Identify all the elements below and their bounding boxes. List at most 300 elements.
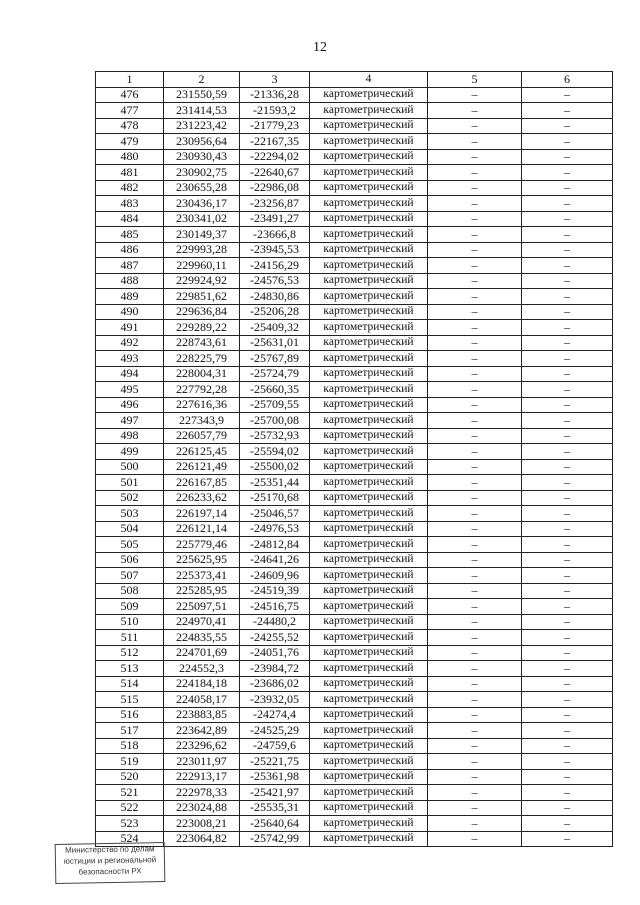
- table-cell: 511: [96, 630, 164, 646]
- table-cell: 491: [96, 320, 164, 336]
- table-cell: -24830,86: [240, 289, 310, 305]
- table-cell: –: [522, 816, 613, 832]
- table-cell: –: [428, 428, 522, 444]
- table-row: [96, 692, 613, 708]
- table-cell: 485: [96, 227, 164, 243]
- table-row: [96, 118, 613, 134]
- table-cell: –: [428, 537, 522, 553]
- stamp-line: безопасности РХ: [78, 866, 142, 877]
- table-cell: –: [522, 630, 613, 646]
- table-row: [96, 537, 613, 553]
- table-cell: –: [522, 118, 613, 134]
- table-row: [96, 304, 613, 320]
- table-cell: –: [522, 258, 613, 274]
- table-cell: -24525,29: [240, 723, 310, 739]
- table-cell: –: [428, 118, 522, 134]
- table-cell: –: [522, 227, 613, 243]
- table-cell: 504: [96, 521, 164, 537]
- table-cell: -25709,55: [240, 397, 310, 413]
- table-cell: –: [522, 769, 613, 785]
- coordinates-table: [95, 71, 613, 847]
- table-cell: картометрический: [310, 459, 428, 475]
- table-row: [96, 242, 613, 258]
- table-cell: картометрический: [310, 366, 428, 382]
- table-cell: 223064,82: [164, 831, 240, 847]
- table-cell: картометрический: [310, 258, 428, 274]
- table-row: [96, 366, 613, 382]
- table-cell: 513: [96, 661, 164, 677]
- table-row: [96, 599, 613, 615]
- table-row: [96, 831, 613, 847]
- table-cell: –: [522, 428, 613, 444]
- table-cell: 224058,17: [164, 692, 240, 708]
- table-cell: –: [522, 831, 613, 847]
- table-cell: –: [428, 490, 522, 506]
- table-cell: 507: [96, 568, 164, 584]
- table-cell: -25221,75: [240, 754, 310, 770]
- table-cell: -25351,44: [240, 475, 310, 491]
- table-cell: 225779,46: [164, 537, 240, 553]
- column-header: 6: [522, 72, 613, 88]
- table-cell: 523: [96, 816, 164, 832]
- table-cell: –: [428, 413, 522, 429]
- table-cell: 229960,11: [164, 258, 240, 274]
- table-cell: картометрический: [310, 273, 428, 289]
- table-cell: –: [522, 196, 613, 212]
- table-cell: -23984,72: [240, 661, 310, 677]
- table-cell: 496: [96, 397, 164, 413]
- table-cell: –: [522, 707, 613, 723]
- table-cell: –: [428, 134, 522, 150]
- table-cell: –: [522, 180, 613, 196]
- table-header-row: [96, 72, 613, 88]
- table-cell: –: [428, 661, 522, 677]
- table-cell: -22640,67: [240, 165, 310, 181]
- table-row: [96, 180, 613, 196]
- table-cell: 223883,85: [164, 707, 240, 723]
- table-cell: -25535,31: [240, 800, 310, 816]
- table-cell: картометрический: [310, 490, 428, 506]
- table-cell: –: [522, 459, 613, 475]
- table-cell: 483: [96, 196, 164, 212]
- table-cell: –: [522, 351, 613, 367]
- table-row: [96, 676, 613, 692]
- table-cell: картометрический: [310, 180, 428, 196]
- table-row: [96, 258, 613, 274]
- table-cell: 479: [96, 134, 164, 150]
- table-cell: –: [522, 521, 613, 537]
- table-cell: 226057,79: [164, 428, 240, 444]
- table-cell: -25046,57: [240, 506, 310, 522]
- table-cell: –: [428, 196, 522, 212]
- table-cell: 478: [96, 118, 164, 134]
- table-cell: картометрический: [310, 118, 428, 134]
- table-cell: -24641,26: [240, 552, 310, 568]
- table-row: [96, 738, 613, 754]
- table-cell: 223642,89: [164, 723, 240, 739]
- table-cell: картометрический: [310, 289, 428, 305]
- table-cell: -24274,4: [240, 707, 310, 723]
- table-cell: –: [522, 738, 613, 754]
- table-row: [96, 568, 613, 584]
- table-cell: –: [522, 382, 613, 398]
- table-row: [96, 506, 613, 522]
- table-cell: –: [522, 444, 613, 460]
- table-cell: 230930,43: [164, 149, 240, 165]
- table-cell: –: [428, 397, 522, 413]
- table-cell: картометрический: [310, 413, 428, 429]
- table-cell: 224184,18: [164, 676, 240, 692]
- table-cell: –: [428, 552, 522, 568]
- table-cell: 225373,41: [164, 568, 240, 584]
- table-cell: –: [428, 707, 522, 723]
- table-cell: –: [522, 320, 613, 336]
- table-row: [96, 490, 613, 506]
- table-cell: –: [428, 273, 522, 289]
- stamp-line: юстиции и региональной: [63, 855, 157, 866]
- table-cell: -23666,8: [240, 227, 310, 243]
- table-cell: 230956,64: [164, 134, 240, 150]
- table-cell: 223296,62: [164, 738, 240, 754]
- table-cell: картометрический: [310, 552, 428, 568]
- table-cell: 512: [96, 645, 164, 661]
- table-cell: картометрический: [310, 320, 428, 336]
- ministry-stamp: [55, 842, 166, 884]
- table-row: [96, 645, 613, 661]
- column-header: 2: [164, 72, 240, 88]
- column-header: 3: [240, 72, 310, 88]
- table-cell: –: [428, 599, 522, 615]
- table-cell: картометрический: [310, 149, 428, 165]
- table-row: [96, 149, 613, 165]
- table-cell: картометрический: [310, 196, 428, 212]
- table-cell: –: [428, 289, 522, 305]
- table-cell: картометрический: [310, 242, 428, 258]
- table-cell: -22167,35: [240, 134, 310, 150]
- table-cell: 223011,97: [164, 754, 240, 770]
- table-row: [96, 707, 613, 723]
- table-cell: –: [522, 289, 613, 305]
- table-cell: 230341,02: [164, 211, 240, 227]
- table-cell: –: [428, 211, 522, 227]
- table-cell: -24519,39: [240, 583, 310, 599]
- table-cell: –: [522, 335, 613, 351]
- table-cell: –: [428, 304, 522, 320]
- table-cell: -21779,23: [240, 118, 310, 134]
- table-cell: –: [428, 676, 522, 692]
- table-cell: 231223,42: [164, 118, 240, 134]
- table-cell: -25421,97: [240, 785, 310, 801]
- table-cell: 226121,14: [164, 521, 240, 537]
- table-cell: 226233,62: [164, 490, 240, 506]
- column-header: 4: [310, 72, 428, 88]
- table-cell: –: [522, 87, 613, 103]
- table-row: [96, 397, 613, 413]
- table-cell: –: [522, 723, 613, 739]
- table-cell: –: [428, 459, 522, 475]
- table-cell: 222978,33: [164, 785, 240, 801]
- table-body: [96, 87, 613, 847]
- table-cell: 510: [96, 614, 164, 630]
- table-cell: 492: [96, 335, 164, 351]
- table-cell: –: [428, 87, 522, 103]
- column-header: 1: [96, 72, 164, 88]
- table-cell: -23256,87: [240, 196, 310, 212]
- table-cell: –: [522, 273, 613, 289]
- table-cell: 521: [96, 785, 164, 801]
- table-cell: -25206,28: [240, 304, 310, 320]
- table-cell: –: [428, 258, 522, 274]
- table-cell: –: [522, 366, 613, 382]
- table-cell: 493: [96, 351, 164, 367]
- table-cell: 500: [96, 459, 164, 475]
- table-row: [96, 723, 613, 739]
- table-cell: 223024,88: [164, 800, 240, 816]
- table-cell: –: [522, 599, 613, 615]
- table-cell: -25409,32: [240, 320, 310, 336]
- table-cell: 228004,31: [164, 366, 240, 382]
- table-cell: –: [522, 490, 613, 506]
- table-cell: 502: [96, 490, 164, 506]
- table-cell: 497: [96, 413, 164, 429]
- table-row: [96, 382, 613, 398]
- table-cell: –: [428, 351, 522, 367]
- table-cell: 480: [96, 149, 164, 165]
- table-cell: картометрический: [310, 785, 428, 801]
- table-cell: 226125,45: [164, 444, 240, 460]
- table-cell: 482: [96, 180, 164, 196]
- table-cell: –: [522, 397, 613, 413]
- table-cell: 484: [96, 211, 164, 227]
- table-cell: 231550,59: [164, 87, 240, 103]
- table-cell: картометрический: [310, 351, 428, 367]
- table-row: [96, 614, 613, 630]
- table-cell: 509: [96, 599, 164, 615]
- table-row: [96, 552, 613, 568]
- table-row: [96, 769, 613, 785]
- table-row: [96, 227, 613, 243]
- table-cell: –: [522, 537, 613, 553]
- table-cell: картометрический: [310, 537, 428, 553]
- table-cell: -25742,99: [240, 831, 310, 847]
- table-cell: картометрический: [310, 816, 428, 832]
- table-cell: картометрический: [310, 692, 428, 708]
- table-cell: –: [522, 134, 613, 150]
- table-cell: -24480,2: [240, 614, 310, 630]
- table-cell: –: [428, 785, 522, 801]
- table-cell: 225097,51: [164, 599, 240, 615]
- column-header: 5: [428, 72, 522, 88]
- table-row: [96, 459, 613, 475]
- table-cell: –: [428, 335, 522, 351]
- table-cell: картометрический: [310, 831, 428, 847]
- table-cell: 226121,49: [164, 459, 240, 475]
- table-row: [96, 583, 613, 599]
- table-cell: 499: [96, 444, 164, 460]
- table-cell: 226197,14: [164, 506, 240, 522]
- table-cell: -25361,98: [240, 769, 310, 785]
- table-cell: 229993,28: [164, 242, 240, 258]
- table-cell: 481: [96, 165, 164, 181]
- table-cell: –: [522, 552, 613, 568]
- table-cell: –: [428, 645, 522, 661]
- table-cell: 224970,41: [164, 614, 240, 630]
- table-cell: –: [522, 568, 613, 584]
- table-cell: –: [428, 149, 522, 165]
- table-cell: -25732,93: [240, 428, 310, 444]
- table-cell: –: [428, 103, 522, 119]
- table-cell: 228743,61: [164, 335, 240, 351]
- table-cell: –: [428, 568, 522, 584]
- table-cell: картометрический: [310, 661, 428, 677]
- table-cell: 224552,3: [164, 661, 240, 677]
- table-cell: -21336,28: [240, 87, 310, 103]
- table-cell: –: [428, 227, 522, 243]
- table-cell: –: [428, 475, 522, 491]
- table-cell: картометрический: [310, 382, 428, 398]
- table-cell: картометрический: [310, 800, 428, 816]
- table-cell: –: [522, 800, 613, 816]
- table-cell: -23932,05: [240, 692, 310, 708]
- table-cell: картометрический: [310, 676, 428, 692]
- table-cell: картометрический: [310, 87, 428, 103]
- table-row: [96, 289, 613, 305]
- table-cell: -23945,53: [240, 242, 310, 258]
- table-cell: -24516,75: [240, 599, 310, 615]
- table-cell: картометрический: [310, 769, 428, 785]
- table-cell: 225625,95: [164, 552, 240, 568]
- table-cell: -23686,02: [240, 676, 310, 692]
- table-cell: –: [428, 754, 522, 770]
- table-cell: –: [522, 754, 613, 770]
- table-cell: картометрический: [310, 521, 428, 537]
- table-cell: 490: [96, 304, 164, 320]
- table-cell: –: [522, 676, 613, 692]
- table-cell: 524: [96, 831, 164, 847]
- table-cell: картометрический: [310, 599, 428, 615]
- table-row: [96, 320, 613, 336]
- table-cell: -25700,08: [240, 413, 310, 429]
- table-cell: 518: [96, 738, 164, 754]
- table-cell: -21593,2: [240, 103, 310, 119]
- table-cell: 224835,55: [164, 630, 240, 646]
- table-cell: 228225,79: [164, 351, 240, 367]
- table-cell: –: [428, 738, 522, 754]
- table-cell: картометрический: [310, 506, 428, 522]
- table-cell: 517: [96, 723, 164, 739]
- table-row: [96, 196, 613, 212]
- table-cell: 506: [96, 552, 164, 568]
- table-cell: -25170,68: [240, 490, 310, 506]
- table-cell: –: [522, 242, 613, 258]
- table-cell: 229851,62: [164, 289, 240, 305]
- table-cell: 230655,28: [164, 180, 240, 196]
- table-cell: –: [428, 800, 522, 816]
- table-cell: 522: [96, 800, 164, 816]
- table-cell: 230436,17: [164, 196, 240, 212]
- table-cell: 227343,9: [164, 413, 240, 429]
- table-cell: -25767,89: [240, 351, 310, 367]
- table-cell: –: [428, 242, 522, 258]
- table-cell: –: [522, 583, 613, 599]
- table-cell: 229289,22: [164, 320, 240, 336]
- table-cell: 222913,17: [164, 769, 240, 785]
- table-cell: –: [428, 165, 522, 181]
- table-cell: -25724,79: [240, 366, 310, 382]
- table-row: [96, 521, 613, 537]
- table-cell: картометрический: [310, 444, 428, 460]
- stamp-line: Министерство по делам: [64, 844, 155, 855]
- table-row: [96, 413, 613, 429]
- table-cell: 495: [96, 382, 164, 398]
- table-cell: –: [428, 444, 522, 460]
- table-cell: –: [428, 831, 522, 847]
- table-cell: картометрический: [310, 645, 428, 661]
- table-cell: –: [428, 723, 522, 739]
- table-cell: 489: [96, 289, 164, 305]
- table-cell: –: [428, 692, 522, 708]
- table-cell: –: [522, 103, 613, 119]
- table-cell: 514: [96, 676, 164, 692]
- table-cell: -24576,53: [240, 273, 310, 289]
- table-cell: –: [428, 583, 522, 599]
- table-cell: картометрический: [310, 630, 428, 646]
- table-cell: –: [522, 614, 613, 630]
- table-cell: 488: [96, 273, 164, 289]
- table-row: [96, 816, 613, 832]
- table-cell: –: [428, 630, 522, 646]
- table-cell: -25660,35: [240, 382, 310, 398]
- table-cell: -24156,29: [240, 258, 310, 274]
- table-cell: -23491,27: [240, 211, 310, 227]
- table-row: [96, 661, 613, 677]
- table-cell: картометрический: [310, 428, 428, 444]
- table-cell: –: [428, 816, 522, 832]
- table-cell: –: [428, 769, 522, 785]
- table-cell: картометрический: [310, 397, 428, 413]
- table-cell: –: [428, 180, 522, 196]
- table-cell: –: [522, 785, 613, 801]
- table-cell: -25640,64: [240, 816, 310, 832]
- table-cell: –: [428, 614, 522, 630]
- table-cell: 224701,69: [164, 645, 240, 661]
- table-cell: 230902,75: [164, 165, 240, 181]
- table-cell: 515: [96, 692, 164, 708]
- table-cell: 516: [96, 707, 164, 723]
- table-row: [96, 335, 613, 351]
- table-cell: –: [428, 320, 522, 336]
- table-row: [96, 800, 613, 816]
- table-cell: картометрический: [310, 134, 428, 150]
- table-cell: –: [522, 661, 613, 677]
- table-cell: картометрический: [310, 707, 428, 723]
- table-cell: 476: [96, 87, 164, 103]
- table-cell: картометрический: [310, 754, 428, 770]
- table-cell: картометрический: [310, 227, 428, 243]
- table-cell: –: [522, 304, 613, 320]
- table-cell: 508: [96, 583, 164, 599]
- table-cell: картометрический: [310, 738, 428, 754]
- table-row: [96, 211, 613, 227]
- table-row: [96, 475, 613, 491]
- table-cell: картометрический: [310, 103, 428, 119]
- table-row: [96, 165, 613, 181]
- table-cell: картометрический: [310, 583, 428, 599]
- table-row: [96, 273, 613, 289]
- table-cell: 498: [96, 428, 164, 444]
- table-row: [96, 134, 613, 150]
- table-cell: -24812,84: [240, 537, 310, 553]
